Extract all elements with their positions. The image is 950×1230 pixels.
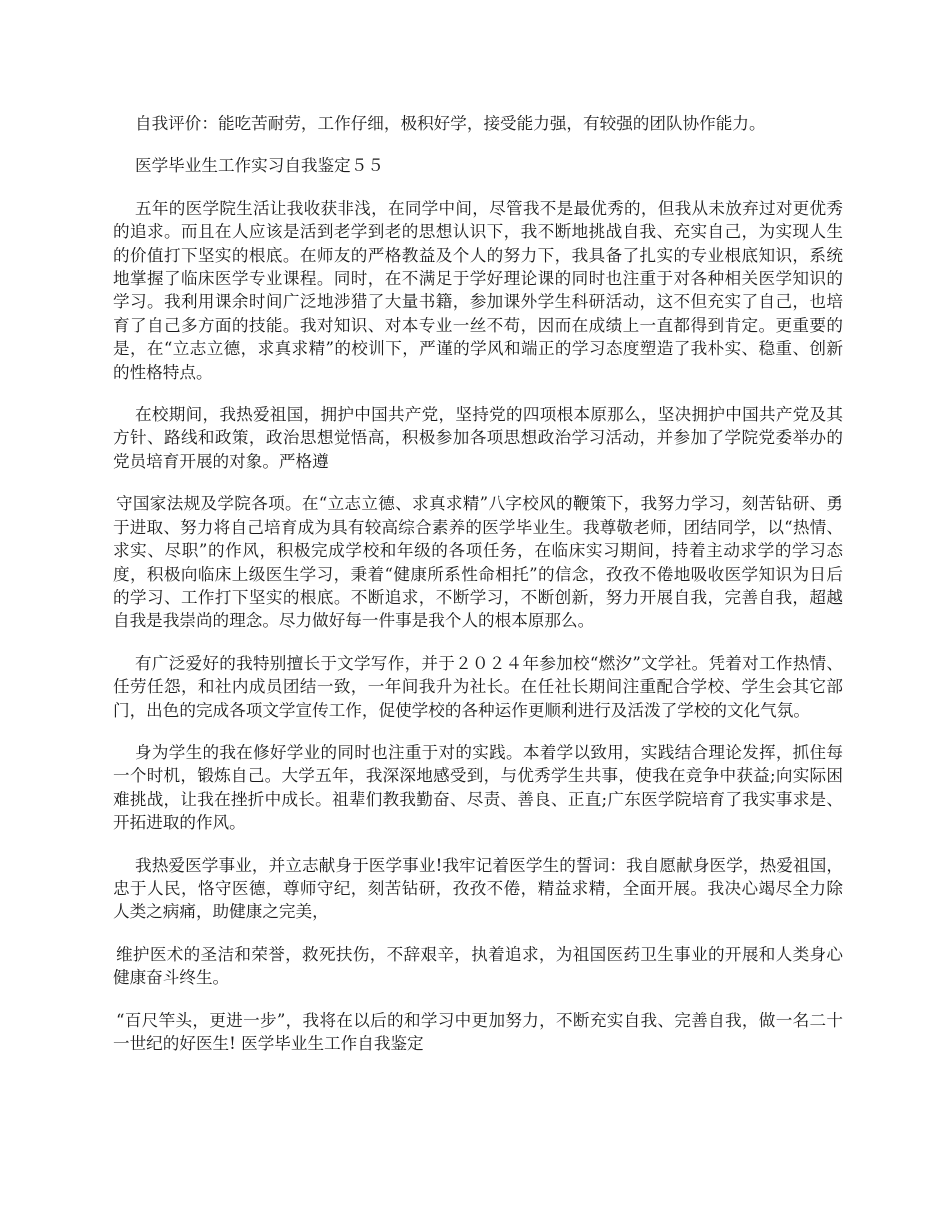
body-paragraph: 有广泛爱好的我特别擅长于文学写作，并于２０２４年参加校“燃汐”文学社。凭着对工作热情、任劳任怨，和社内成员团结一致，一年间我升为社长。在任社长期间注重配合学校、学生会其它部门，出色的完成各项文学宣传工作，促使学校的各种运作更顺利进行及活泼了学校的文化气氛。 xyxy=(113,653,843,720)
closing-paragraph: “百尺竿头，更进一步”，我将在以后的和学习中更加努力，不断充实自我、完善自我，做一名二十一世纪的好医生! 医学毕业生工作自我鉴定 xyxy=(113,1010,843,1053)
body-paragraph: 我热爱医学事业，并立志献身于医学事业!我牢记着医学生的誓词：我自愿献身医学，热爱祖国，忠于人民，恪守医德，尊师守纪，刻苦钻研，孜孜不倦，精益求精，全面开展。我决心竭尽全力除人类之病痛，助健康之完美， xyxy=(113,855,843,922)
body-paragraph: 五年的医学院生活让我收获非浅，在同学中间，尽管我不是最优秀的，但我从未放弃过对更优秀的追求。而且在人应该是活到老学到老的思想认识下，我不断地挑战自我、充实自己，为实现人生的价值打下坚实的根底。在师友的严格教益及个人的努力下，我具备了扎实的专业根底知识，系统地掌握了临床医学专业课程。同时，在不满足于学好理论课的同时也注重于对各种相关医学知识的学习。我利用课余时间广泛地涉猎了大量书籍，参加课外学生科研活动，这不但充实了自己，也培育了自己多方面的技能。我对知识、对本专业一丝不苟，因而在成绩上一直都得到肯定。更重要的是，在“立志立德，求真求精”的校训下，严谨的学风和端正的学习态度塑造了我朴实、稳重、创新的性格特点。 xyxy=(113,198,843,382)
body-paragraph: 守国家法规及学院各项。在“立志立德、求真求精”八字校风的鞭策下，我努力学习，刻苦钻研、勇于进取、努力将自己培育成为具有较高综合素养的医学毕业生。我尊敬老师，团结同学，以“热情、求实、尽职”的作风，积极完成学校和年级的各项任务，在临床实习期间，持着主动求学的学习态度，积极向临床上级医生学习，秉着“健康所系性命相托”的信念，孜孜不倦地吸收医学知识为日后的学习、工作打下坚实的根底。不断追求，不断学习，不断创新，努力开展自我，完善自我，超越自我是我崇尚的理念。尽力做好每一件事是我个人的根本原那么。 xyxy=(113,494,843,631)
body-paragraph: 在校期间，我热爱祖国，拥护中国共产党，坚持党的四项根本原那么，坚决拥护中国共产党及其方针、路线和政策，政治思想觉悟高，积极参加各项思想政治学习活动，并参加了学院党委举办的党员培育开展的对象。严格遵 xyxy=(113,405,843,471)
body-paragraph: 身为学生的我在修好学业的同时也注重于对的实践。本着学以致用，实践结合理论发挥，抓住每一个时机，锻炼自己。大学五年，我深深地感受到，与优秀学生共事，使我在竞争中获益;向实际困难挑战，让我在挫折中成长。祖辈们教我勤奋、尽责、善良、正直;广东医学院培育了我实事求是、开拓进取的作风。 xyxy=(113,742,843,833)
body-paragraph: 维护医术的圣洁和荣誉，救死扶伤，不辞艰辛，执着追求，为祖国医药卫生事业的开展和人类身心健康奋斗终生。 xyxy=(113,944,843,988)
self-evaluation-paragraph: 自我评价：能吃苦耐劳，工作仔细，极积好学，接受能力强，有较强的团队协作能力。 xyxy=(135,114,766,133)
section-heading: 医学毕业生工作实习自我鉴定５５ xyxy=(135,156,384,176)
document-page xyxy=(113,112,843,1055)
